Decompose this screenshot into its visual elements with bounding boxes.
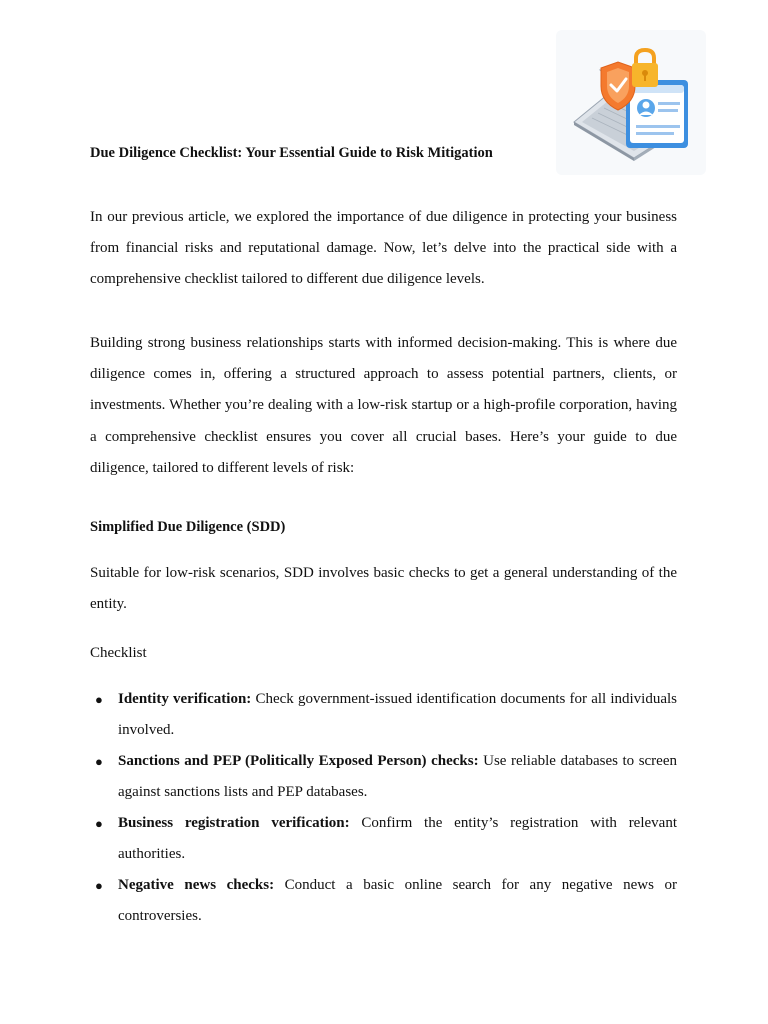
checklist-label: Checklist: [90, 645, 147, 661]
document-title: Due Diligence Checklist: Your Essential Guide to Risk Mitigation: [90, 145, 493, 161]
checklist-item-text: Use reliable databases to screen against sanctions lists and PEP databases.: [118, 753, 677, 800]
checklist-item-term: Sanctions and PEP (Politically Exposed Person) checks:: [118, 753, 479, 769]
bullet-icon: ●: [95, 878, 103, 893]
bullet-icon: ●: [95, 692, 103, 707]
checklist-item: [90, 808, 677, 870]
section-heading: Simplified Due Diligence (SDD): [90, 519, 286, 535]
id-card-icon: [626, 80, 688, 148]
checklist-item-term: Business registration verification:: [118, 815, 350, 831]
intro-paragraph: In our previous article, we explored the importance of due diligence in protecting your business from financial risks and reputational damage. Now, let’s delve into the practical side with a comprehensive checklist tailored to different due diligence levels.: [90, 209, 677, 288]
checklist-item-term: Identity verification:: [118, 691, 252, 707]
checklist-item-text: Conduct a basic online search for any negative news or controversies.: [118, 877, 677, 924]
bullet-icon: ●: [95, 816, 103, 831]
checklist-item: [90, 870, 677, 932]
bullet-icon: ●: [95, 754, 103, 769]
checklist-item: [90, 684, 677, 746]
context-paragraph: Building strong business relationships starts with informed decision-making. This is where due diligence comes in, offering a structured approach to assess potential partners, clients, or investments. Whether you’re dealing with a low-risk startup or a high-profile corporation, having a comprehensive checklist ensures you cover all crucial bases. Here’s your guide to due diligence, tailored to different levels of risk:: [90, 335, 677, 476]
checklist: [90, 684, 677, 932]
checklist-item: [90, 746, 677, 808]
laptop-security-icon: [556, 30, 706, 175]
section-intro: Suitable for low-risk scenarios, SDD involves basic checks to get a general understanding of the entity.: [90, 565, 677, 613]
checklist-item-text: Check government-issued identification documents for all individuals involved.: [118, 691, 678, 738]
checklist-item-term: Negative news checks:: [118, 877, 275, 893]
checklist-item-text: Confirm the entity’s registration with relevant authorities.: [118, 815, 677, 862]
